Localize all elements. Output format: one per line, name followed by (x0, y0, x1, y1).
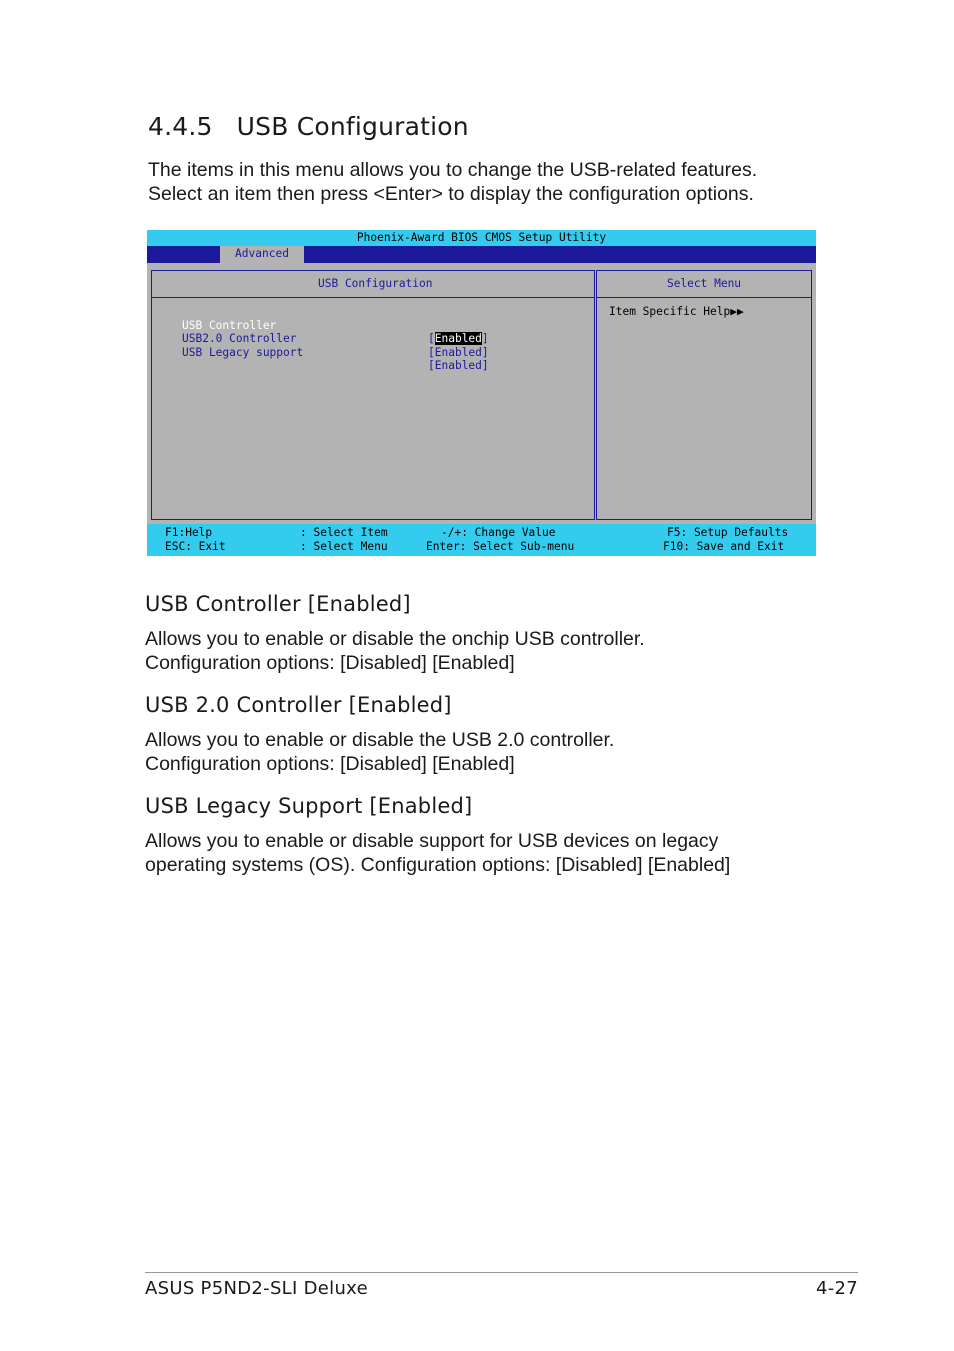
key-f1-help: F1:Help (165, 526, 213, 539)
key-f10-save-exit: F10: Save and Exit (663, 540, 785, 553)
bios-title-bar: Phoenix-Award BIOS CMOS Setup Utility (147, 230, 816, 246)
bios-item-value[interactable]: [Enabled] (428, 345, 489, 359)
paragraph-usb-legacy-support (145, 829, 865, 877)
bios-tab-bar (147, 246, 816, 263)
bios-item-value[interactable]: [Enabled] (428, 332, 489, 345)
bios-item-label: USB Controller (182, 318, 277, 332)
key-select-item: : Select Item (300, 526, 388, 539)
paragraph-line: Configuration options: [Disabled] [Enabled] (145, 753, 515, 775)
panel-header-usb-configuration: USB Configuration (152, 271, 594, 298)
bios-screenshot (147, 230, 816, 556)
footer-divider (145, 1272, 858, 1273)
paragraph-line: Allows you to enable or disable support for USB devices on legacy (145, 830, 719, 852)
intro-line: Select an item then press <Enter> to display the configuration options. (148, 183, 754, 205)
footer-page-number: 4-27 (815, 1278, 858, 1299)
tab-advanced[interactable]: Advanced (220, 246, 304, 263)
section-title (148, 112, 469, 141)
key-enter-submenu: Enter: Select Sub-menu (426, 540, 575, 553)
section-title-text: USB Configuration (236, 112, 469, 141)
paragraph-line: operating systems (OS). Configuration options: [Disabled] [Enabled] (145, 854, 731, 876)
bios-settings-panel (151, 270, 595, 520)
bios-item-usb-legacy-support[interactable] (182, 332, 582, 372)
paragraph-line: Configuration options: [Disabled] [Enabled] (145, 652, 515, 674)
section-number: 4.4.5 (148, 112, 213, 141)
paragraph-line: Allows you to enable or disable the onchip USB controller. (145, 628, 645, 650)
bios-item-label: USB2.0 Controller (182, 332, 297, 345)
heading-usb-controller: USB Controller [Enabled] (145, 592, 411, 616)
paragraph-line: Allows you to enable or disable the USB 2.0 controller. (145, 729, 615, 751)
intro-paragraph (148, 158, 848, 206)
bios-item-value[interactable]: [Enabled] (428, 359, 489, 372)
heading-usb-legacy-support: USB Legacy Support [Enabled] (145, 794, 473, 818)
bios-item-list (182, 305, 582, 372)
key-f5-defaults: F5: Setup Defaults (667, 526, 789, 539)
paragraph-usb2-controller (145, 728, 865, 776)
panel-header-select-menu: Select Menu (597, 271, 811, 298)
bios-item-label: USB Legacy support (182, 345, 304, 359)
bios-help-panel (596, 270, 812, 520)
intro-line: The items in this menu allows you to change the USB-related features. (148, 159, 758, 181)
paragraph-usb-controller (145, 627, 865, 675)
key-select-menu: : Select Menu (300, 540, 388, 553)
item-specific-help: Item Specific Help▶▶ (609, 305, 744, 318)
footer-product-name: ASUS P5ND2-SLI Deluxe (145, 1278, 368, 1299)
key-esc-exit: ESC: Exit (165, 540, 226, 553)
key-change-value: -/+: Change Value (441, 526, 556, 539)
bios-key-legend (147, 524, 816, 556)
heading-usb2-controller: USB 2.0 Controller [Enabled] (145, 693, 452, 717)
